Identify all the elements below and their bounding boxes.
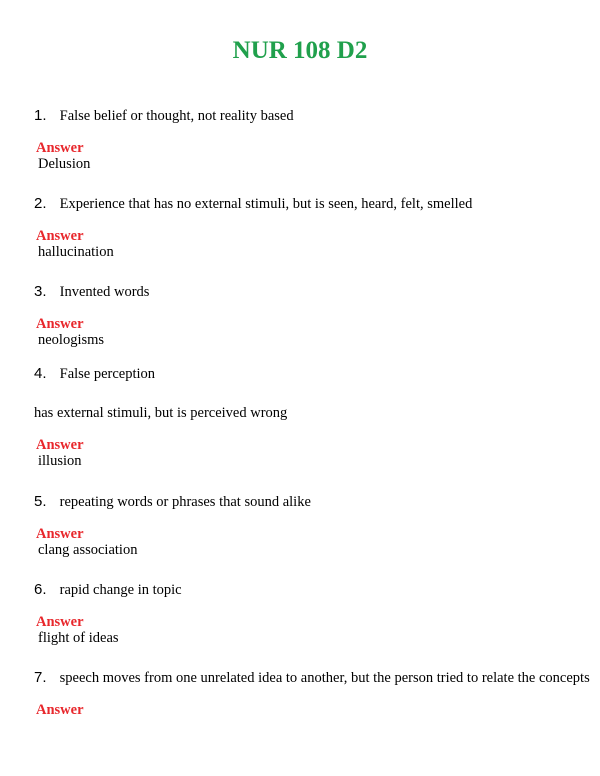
question-number: 5. [34, 493, 47, 510]
answer-label: Answer [36, 702, 84, 718]
question-number: 7. [34, 669, 47, 686]
answer-label: Answer [36, 614, 84, 630]
page-title: NUR 108 D2 [232, 37, 368, 64]
question-text: Invented words [59, 284, 150, 300]
answer-label: Answer [36, 140, 84, 156]
question-number: 3. [34, 283, 47, 300]
question-text: Experience that has no external stimuli, but is seen, heard, felt, smelled [59, 196, 473, 212]
question-5 [34, 493, 311, 511]
question-3 [34, 283, 149, 301]
answer-text: clang association [38, 542, 138, 558]
question-number: 2. [34, 195, 47, 212]
question-extra-text: has external stimuli, but is perceived wrong [34, 405, 288, 421]
answer-text: Delusion [38, 156, 91, 172]
question-text: False perception [59, 366, 156, 382]
answer-text: illusion [38, 453, 82, 469]
question-text: repeating words or phrases that sound alike [59, 494, 311, 510]
answer-text: flight of ideas [38, 630, 119, 646]
question-text: rapid change in topic [59, 582, 182, 598]
question-4 [34, 365, 155, 383]
answer-label: Answer [36, 316, 84, 332]
question-text: speech moves from one unrelated idea to another, but the person tried to relate the concepts [59, 670, 590, 686]
question-2 [34, 195, 472, 213]
question-7 [34, 669, 590, 687]
answer-text: hallucination [38, 244, 114, 260]
answer-text: neologisms [38, 332, 105, 348]
answer-label: Answer [36, 526, 84, 542]
question-number: 6. [34, 581, 47, 598]
question-1 [34, 107, 294, 125]
answer-label: Answer [36, 228, 84, 244]
question-text: False belief or thought, not reality based [59, 108, 294, 124]
question-number: 4. [34, 365, 47, 382]
question-6 [34, 581, 182, 599]
answer-label: Answer [36, 437, 84, 453]
question-number: 1. [34, 107, 47, 124]
